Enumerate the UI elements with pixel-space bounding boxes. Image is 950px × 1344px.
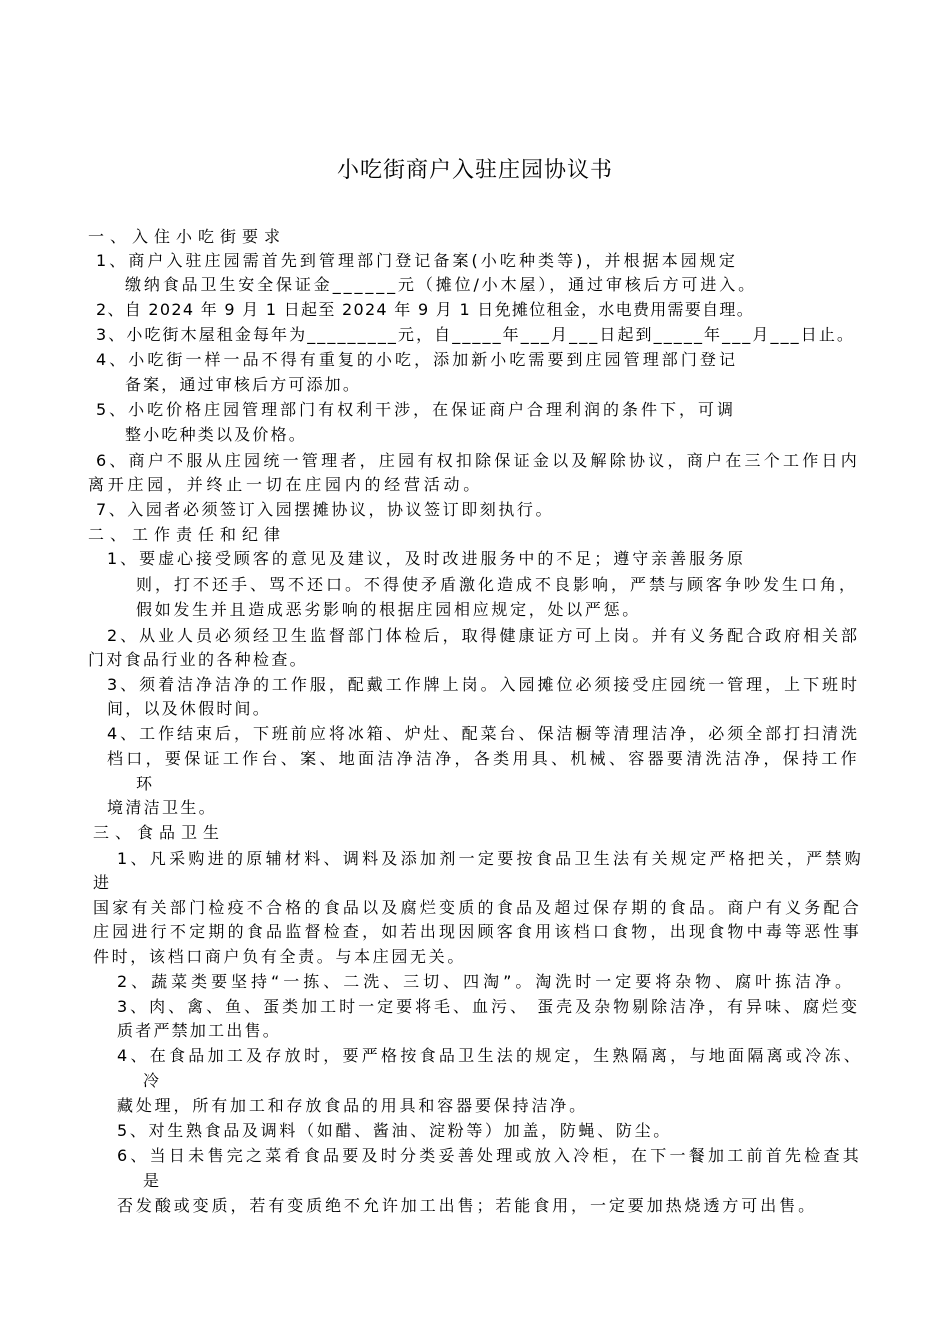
text-line: 藏处理，所有加工和存放食品的用具和容器要保持洁净。	[117, 1096, 588, 1115]
text-line: 环	[136, 774, 153, 793]
text-line: 门对食品行业的各种检查。	[88, 650, 308, 669]
text-line: 整小吃种类以及价格。	[125, 425, 307, 444]
text-line: 4、在食品加工及存放时，要严格按食品卫生法的规定，生熟隔离，与地面隔离或冷冻、	[117, 1046, 863, 1065]
text-line: 假如发生并且造成恶劣影响的根据庄园相应规定，处以严惩。	[136, 600, 641, 619]
text-line: 7、入园者必须签订入园摆摊协议，协议签订即刻执行。	[96, 500, 554, 519]
section-heading-1: 一、入住小吃街要求	[88, 227, 287, 246]
text-line: 2、从业人员必须经卫生监督部门体检后，取得健康证方可上岗。并有义务配合政府相关部	[107, 626, 860, 645]
text-line: 庄园进行不定期的食品监督检查，如若出现因顾客食用该档口食物，出现食物中毒等恶性事	[93, 922, 862, 941]
text-line: 备案，通过审核后方可添加。	[125, 375, 361, 394]
text-line: 间，以及休假时间。	[107, 699, 271, 718]
text-line: 1、要虚心接受顾客的意见及建议，及时改进服务中的不足；遵守亲善服务原	[107, 549, 746, 568]
text-line: 是	[143, 1171, 160, 1190]
text-line: 5、对生熟食品及调料（如醋、酱油、淀粉等）加盖，防蝇、防尘。	[117, 1121, 672, 1140]
text-line: 1、凡采购进的原辅材料、调料及添加剂一定要按食品卫生法有关规定严格把关，严禁购	[117, 849, 864, 868]
section-heading-3: 三、食品卫生	[93, 823, 226, 842]
text-line: 则，打不还手、骂不还口。不得使矛盾激化造成不良影响，严禁与顾客争吵发生口角，	[136, 575, 858, 594]
text-line: 进	[93, 873, 110, 892]
text-line: 质者严禁加工出售。	[117, 1021, 281, 1040]
text-line: 2、自 2024 年 9 月 1 日起至 2024 年 9 月 1 日免摊位租金，水电费用需要自理。	[96, 300, 754, 319]
text-line: 5、小吃价格庄园管理部门有权利干涉，在保证商户合理利润的条件下，可调	[96, 400, 736, 419]
text-line: 冷	[143, 1071, 160, 1090]
section-heading-2: 二、工作责任和纪律	[88, 525, 287, 544]
text-line: 4、工作结束后，下班前应将冰箱、炉灶、配菜台、保洁橱等清理洁净，必须全部打扫清洗	[107, 724, 860, 743]
text-line: 件时，该档口商户负有全责。与本庄园无关。	[93, 947, 466, 966]
text-line: 档口，要保证工作台、案、地面洁净洁净，各类用具、机械、容器要清洗洁净，保持工作	[107, 749, 860, 768]
text-line: 6、当日未售完之菜肴食品要及时分类妥善处理或放入冷柜，在下一餐加工前首先检查其	[117, 1146, 862, 1165]
text-line: 国家有关部门检疫不合格的食品以及腐烂变质的食品及超过保存期的食品。商户有义务配合	[93, 898, 862, 917]
text-line: 4、小吃街一样一品不得有重复的小吃，添加新小吃需要到庄园管理部门登记	[96, 350, 738, 369]
text-line: 1、商户入驻庄园需首先到管理部门登记备案(小吃种类等)，并根据本园规定	[96, 251, 738, 270]
text-line: 6、商户不服从庄园统一管理者，庄园有权扣除保证金以及解除协议，商户在三个工作日内	[96, 451, 860, 470]
text-line: 3、小吃街木屋租金每年为_________元，自_____年___月___日起到_____年___月___日止。	[96, 325, 855, 344]
text-line: 3、肉、禽、鱼、蛋类加工时一定要将毛、血污、 蛋壳及杂物剔除洁净，有异味、腐烂变	[117, 997, 860, 1016]
text-line: 3、须着洁净洁净的工作服，配戴工作牌上岗。入园摊位必须接受庄园统一管理，上下班时	[107, 675, 860, 694]
text-line: 境清洁卫生。	[107, 798, 217, 817]
text-line: 2、蔬菜类要坚持“一拣、二洗、三切、四淘”。淘洗时一定要将杂物、腐叶拣洁净。	[117, 972, 855, 991]
text-line: 缴纳食品卫生安全保证金______元（摊位/小木屋），通过审核后方可进入。	[125, 275, 757, 294]
page-title: 小吃街商户入驻庄园协议书	[336, 158, 613, 183]
text-line: 离开庄园，并终止一切在庄园内的经营活动。	[88, 475, 483, 494]
text-line: 否发酸或变质，若有变质绝不允许加工出售；若能食用，一定要加热烧透方可出售。	[117, 1196, 817, 1215]
